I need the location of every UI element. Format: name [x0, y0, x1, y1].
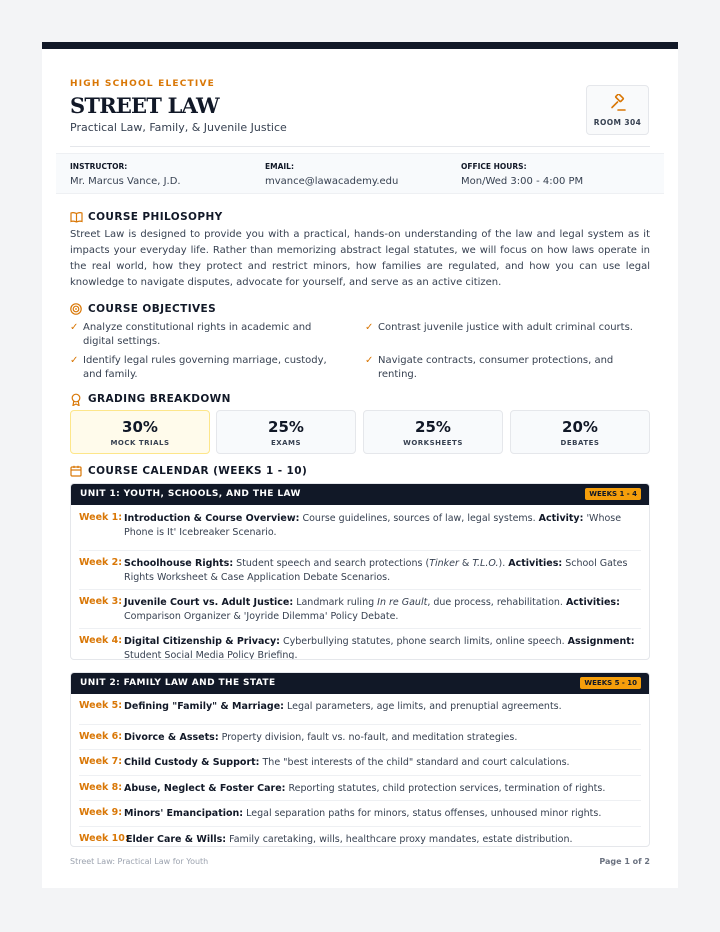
- calendar-icon: [70, 465, 82, 477]
- week-row: [79, 750, 641, 776]
- office-hours-block: [461, 162, 583, 187]
- week-description: Introduction & Course Overview: Course guidelines, sources of law, legal systems. Activity: 'Whose Phone is It' Icebreaker Scenario.: [124, 513, 622, 538]
- room-badge: [586, 85, 649, 135]
- page-footer: [70, 857, 650, 866]
- objective-text: Contrast juvenile justice with adult criminal courts.: [378, 322, 633, 333]
- email-link[interactable]: mvance@lawacademy.edu: [265, 176, 399, 187]
- objective-text: Analyze constitutional rights in academic and digital settings.: [83, 322, 312, 347]
- award-icon: [70, 393, 82, 406]
- week-row: [79, 551, 641, 590]
- week-label: Week 9:: [79, 807, 123, 818]
- philosophy-text: Street Law is designed to provide you with a practical, hands-on understanding of the law and legal system as it impacts your everyday life. Rather than memorizing abstract legal statutes, we will focus on how laws operate in the real world, how they protect and restrict minors, how families are regulated, and how you can use legal knowledge to navigate disputes, advocate for yourself, and serve as an active citizen.: [70, 229, 650, 288]
- week-description: Child Custody & Support: The "best interests of the child" standard and court calculations.: [124, 757, 570, 768]
- week-label: Week 5:: [79, 700, 123, 711]
- grade-label: DEBATES: [560, 439, 600, 447]
- week-label: Week 7:: [79, 756, 123, 767]
- instructor-name: Mr. Marcus Vance, J.D.: [70, 176, 181, 187]
- page-header: [70, 79, 650, 147]
- grade-label: EXAMS: [270, 439, 302, 447]
- grade-card-mock-trials: [70, 410, 210, 454]
- calendar-title: COURSE CALENDAR (WEEKS 1 - 10): [88, 465, 308, 477]
- unit-header: [71, 484, 649, 505]
- email-block: [265, 162, 398, 187]
- grading-title: GRADING BREAKDOWN: [88, 393, 231, 405]
- check-icon: ✓: [70, 355, 79, 366]
- week-description: Divorce & Assets: Property division, fault vs. no-fault, and meditation strategies.: [124, 732, 518, 743]
- week-description: Abuse, Neglect & Foster Care: Reporting statutes, child protection services, termination of rights.: [124, 783, 606, 794]
- course-kicker: HIGH SCHOOL ELECTIVE: [70, 79, 215, 89]
- week-row: [79, 512, 641, 551]
- target-icon: [70, 303, 82, 315]
- grade-value: 25%: [268, 418, 304, 436]
- email-label: EMAIL:: [265, 162, 294, 171]
- week-label: Week 10:: [79, 833, 129, 844]
- grade-label: MOCK TRIALS: [110, 439, 170, 447]
- book-icon: [70, 211, 83, 223]
- objectives-title: COURSE OBJECTIVES: [88, 303, 217, 315]
- week-label: Week 1:: [79, 512, 123, 523]
- grade-card-exams: [216, 410, 356, 454]
- footer-course-name: Street Law: Practical Law for Youth: [70, 857, 209, 866]
- unit-title: UNIT 2: FAMILY LAW AND THE STATE: [80, 678, 276, 688]
- unit-weeks-badge: WEEKS 5 - 10: [580, 677, 641, 689]
- instructor-block: [70, 162, 181, 187]
- week-row: [79, 776, 641, 801]
- philosophy-title: COURSE PHILOSOPHY: [88, 211, 223, 223]
- page-subtitle: Practical Law, Family, & Juvenile Justice: [70, 121, 287, 134]
- room-label: ROOM 304: [593, 118, 642, 127]
- week-label: Week 4:: [79, 635, 123, 646]
- week-description: Minors' Emancipation: Legal separation paths for minors, status offenses, unhoused minor rights.: [124, 808, 602, 819]
- grade-card-debates: [510, 410, 650, 454]
- check-icon: ✓: [365, 355, 374, 366]
- week-description: Juvenile Court vs. Adult Justice: Landmark ruling In re Gault, due process, rehabilitation. Activities: Comparison Organizer & 'Joyride Dilemma' Policy Debate.: [124, 597, 620, 622]
- instructor-label: INSTRUCTOR:: [70, 162, 128, 171]
- week-row: [79, 801, 641, 827]
- week-row: [79, 827, 641, 847]
- week-row: [79, 700, 641, 725]
- grade-label: WORKSHEETS: [403, 439, 463, 447]
- unit-title: UNIT 1: YOUTH, SCHOOLS, AND THE LAW: [80, 489, 301, 499]
- week-row: [79, 629, 641, 660]
- objective-text: Identify legal rules governing marriage, custody, and family.: [83, 355, 327, 380]
- week-label: Week 8:: [79, 782, 123, 793]
- office-hours-label: OFFICE HOURS:: [461, 162, 527, 171]
- week-description: Digital Citizenship & Privacy: Cyberbullying statutes, phone search limits, online speech. Assignment: Student Social Media Policy Briefing.: [124, 636, 635, 660]
- check-icon: ✓: [70, 322, 79, 333]
- week-description: Schoolhouse Rights: Student speech and search protections (Tinker & T.L.O.). Activities: School Gates Rights Worksheet & Case Application Debate Scenarios.: [124, 558, 628, 583]
- unit-1-card: [70, 483, 650, 660]
- objective-text: Navigate contracts, consumer protections, and renting.: [378, 355, 614, 380]
- grade-value: 20%: [562, 418, 598, 436]
- week-label: Week 6:: [79, 731, 123, 742]
- week-description: Defining "Family" & Marriage: Legal parameters, age limits, and prenuptial agreements.: [124, 701, 562, 712]
- page-number: Page 1 of 2: [599, 857, 650, 866]
- grade-card-worksheets: [363, 410, 503, 454]
- unit-weeks-badge: WEEKS 1 - 4: [585, 488, 641, 500]
- unit-2-card: [70, 672, 650, 847]
- gavel-icon: [609, 94, 627, 112]
- week-label: Week 3:: [79, 596, 123, 607]
- page-title: STREET LAW: [70, 93, 219, 118]
- week-row: [79, 725, 641, 750]
- week-description: Elder Care & Wills: Family caretaking, wills, healthcare proxy mandates, estate distribution.: [126, 834, 573, 845]
- syllabus-page: [42, 42, 678, 888]
- grade-value: 25%: [415, 418, 451, 436]
- office-hours-value: Mon/Wed 3:00 - 4:00 PM: [461, 176, 584, 187]
- week-label: Week 2:: [79, 557, 123, 568]
- check-icon: ✓: [365, 322, 374, 333]
- unit-header: [71, 673, 649, 694]
- week-row: [79, 590, 641, 629]
- instructor-info-bar: [56, 153, 664, 194]
- grade-value: 30%: [122, 418, 158, 436]
